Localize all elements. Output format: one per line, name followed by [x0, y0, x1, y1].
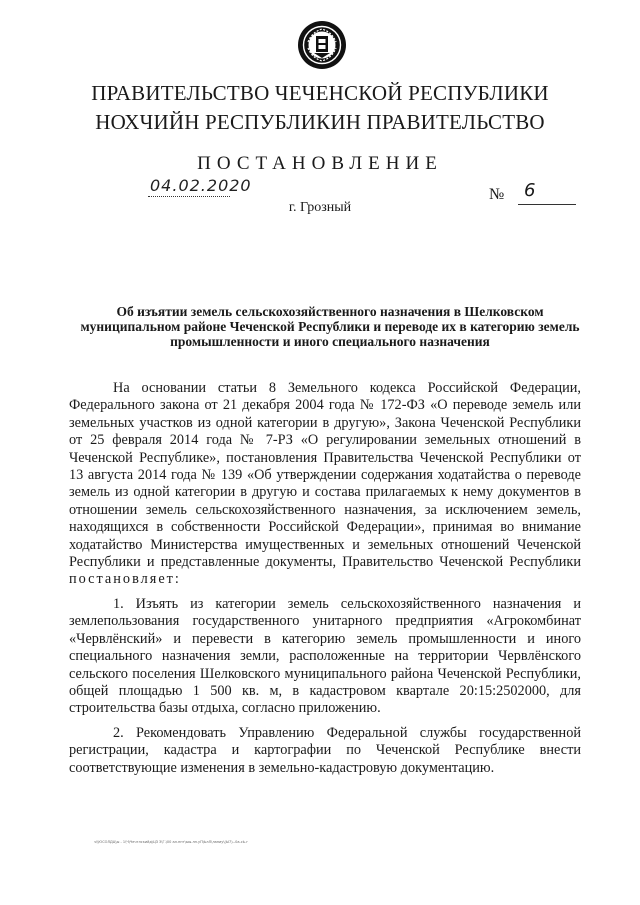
government-name-russian: ПРАВИТЕЛЬСТВО ЧЕЧЕНСКОЙ РЕСПУБЛИКИ — [91, 81, 549, 105]
emblem — [297, 20, 347, 70]
document-type-heading: ПОСТАНОВЛЕНИЕ — [197, 153, 443, 174]
government-name-chechen: НОХЧИЙН РЕСПУБЛИКИН ПРАВИТЕЛЬСТВО — [95, 110, 545, 134]
preamble-paragraph — [69, 380, 581, 589]
number-sign: № — [489, 186, 505, 203]
coat-of-arms-icon — [297, 20, 347, 70]
resolves-word: постановляет: — [69, 571, 181, 588]
item-2-paragraph: 2. Рекомендовать Управлению Федеральной службы государственной регистрации, кадастра и картографии по Чеченской Республике внести соответствующие изменения в земельно-кадастровую документацию. — [69, 724, 581, 776]
footer-file-code: ч\\ЮСОЛДЦ\ы - 1\Ч\Чечтлскийд\ЦЗ 3\Г.\00 ал.ппт\ыы.лп.уП\ЬлЛ\ланиу\(Ы7)--0а-сЬ.г — [94, 840, 249, 844]
document-title: Об изъятии земель сельскохозяйственного назначения в Шелковском муниципальном районе Чеченской Республики и переводе их в категорию земель промышленности и иного специального назначения — [80, 304, 580, 349]
city-of-issue: г. Грозный — [288, 200, 352, 215]
date-underline — [148, 196, 230, 197]
document-body — [69, 380, 581, 777]
item-1-paragraph: 1. Изъять из категории земель сельскохозяйственного назначения и землепользования государственного унитарного предприятия «Агрокомбинат «Червлёнский» и перевести в категорию земель промышленности и иного специального назначения земли, расположенные на территории Червлёнского сельского поселения Шелковского муниципального района Чеченской Республики, общей площадью 1 500 кв. м, в кадастровом квартале 20:15:2502000, для строительства базы отдыха, согласно приложению. — [69, 595, 581, 717]
document-number: 6 — [524, 180, 536, 201]
document-date: 04.02.2020 — [150, 176, 252, 195]
preamble-text: На основании статьи 8 Земельного кодекса Российской Федерации, Федерального закона от 21 декабря 2004 года № 172-ФЗ «О переводе земель или земельных участков из одной категории в другую», Закона Чеченской Республики от 25 февраля 2014 года № 7-РЗ «О регулировании земельных отношений в Чеченской Республике», постановления Правительства Чеченской Республики от 13 августа 2014 года № 139 «Об утверждении содержания ходатайства о переводе земель из одной категории в другую и состава прилагаемых к нему документов в отношении земель сельскохозяйственного назначения, за исключением земель, находящихся в собственности Российской Федерации», принимая во внимание ходатайство Министерства имущественных и земельных отношений Чеченской Республики и представленные документы, Правительство Чеченской Республики — [69, 380, 581, 571]
